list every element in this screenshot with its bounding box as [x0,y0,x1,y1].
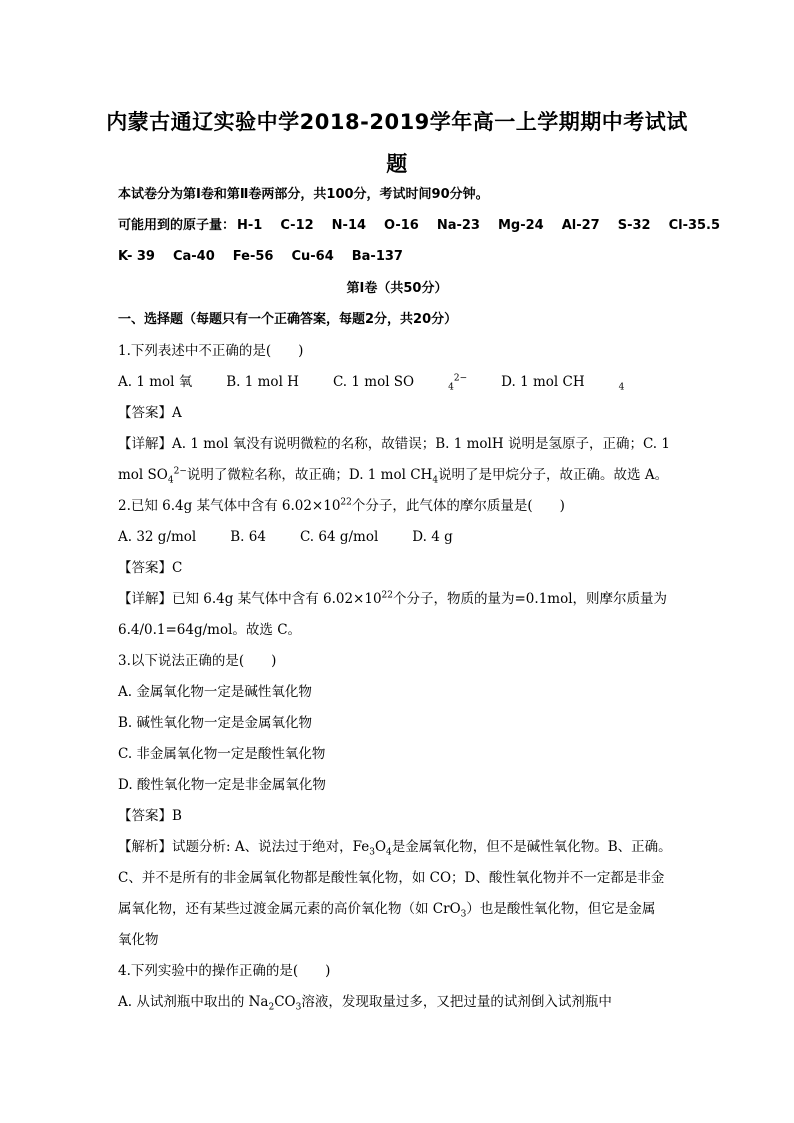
atom-c: C-12 [280,218,314,233]
q2-stem [118,497,565,515]
q2-stem-text-a: 2.已知 6.4g 某气体中含有 6.02×10 [118,498,341,514]
q1-option-d [501,374,625,393]
q1-detail-line2 [118,466,668,484]
q1-option-a: A. 1 mol 氧 [118,374,193,390]
q3-stem: 3.以下说法正确的是( ) [118,653,277,669]
document-title-line1: 内蒙古通辽实验中学2018-2019学年高一上学期期中考试试 [106,110,688,134]
q1-detail-sub2: 4 [432,475,439,486]
atom-mg: Mg-24 [497,218,544,233]
q3-analysis-text1b: O [374,839,387,855]
q2-options [118,528,487,546]
q3-analysis-line1 [118,838,672,856]
q3-analysis-line4: 氧化物 [118,932,159,948]
volume-title: 第Ⅰ卷（共50分） [346,281,448,296]
q1-detail-text2b: 说明了微粒名称，故正确；D. 1 mol CH [186,467,433,483]
atomic-masses-line1 [118,217,720,235]
q3-analysis-text1c: 是金属氧化物，但不是碱性氧化物。B、正确。 [391,839,672,855]
q2-option-b: B. 64 [230,529,266,545]
q1-detail-sub: 4 [167,475,174,486]
q1-options [118,373,658,391]
q2-option-a: A. 32 g/mol [118,529,197,545]
score-info: 本试卷分为第Ⅰ卷和第Ⅱ卷两部分，共100分，考试时间90分钟。 [118,187,489,202]
q2-answer: 【答案】C [118,560,183,576]
q1-detail-sup: 2− [173,466,187,477]
q1-detail-text1: A. 1 mol 氧没有说明微粒的名称，故错误；B. 1 molH 说明是氢原子，正确；C. 1 [172,436,670,452]
section-heading: 一、选择题（每题只有一个正确答案，每题2分，共20分） [118,312,458,327]
q2-detail-line2: 6.4/0.1=64g/mol。故选 C。 [118,622,302,638]
q4-option-a-post: 溶液，发现取量过多，又把过量的试剂倒入试剂瓶中 [301,994,612,1010]
atom-ba: Ba-137 [351,249,403,264]
atom-k: K- 39 [118,249,155,264]
atom-o: O-16 [384,218,419,233]
q2-detail-text1b: 个分子，物质的量为=0.1mol，则摩尔质量为 [393,591,668,607]
q1-option-d-text: D. 1 mol CH [501,374,585,390]
q1-detail-text2a: mol SO [118,467,168,483]
q4-option-a-sub1: 2 [268,1002,275,1013]
q3-analysis-text1a: 试题分析: A、说法过于绝对，Fe [172,839,370,855]
q3-analysis-line3 [118,900,655,918]
atom-cl: Cl-35.5 [668,218,721,233]
atom-cu: Cu-64 [291,249,334,264]
atom-al: Al-27 [561,218,600,233]
atom-s: S-32 [617,218,651,233]
atom-ca: Ca-40 [172,249,215,264]
q1-option-d-sub: 4 [618,382,625,393]
q3-option-c: C. 非金属氧化物一定是酸性氧化物 [118,746,326,762]
q1-detail-text2c: 说明了是甲烷分子，故正确。故选 A。 [438,467,669,483]
q2-option-d: D. 4 g [412,529,453,545]
atom-fe: Fe-56 [232,249,274,264]
q3-analysis-sub2: 4 [386,847,392,858]
atom-h: H-1 [237,218,263,233]
q3-option-a: A. 金属氧化物一定是碱性氧化物 [118,684,312,700]
q1-option-c [332,373,468,393]
atomic-masses-line2 [118,248,403,266]
q2-detail-text1a: 已知 6.4g 某气体中含有 6.02×10 [172,591,382,607]
q4-stem: 4.下列实验中的操作正确的是( ) [118,963,331,979]
q1-option-c-text: C. 1 mol SO [332,374,415,390]
q1-option-c-sup: 2− [453,373,468,384]
atoms-label: 可能用到的原子量： [118,218,236,233]
atom-na: Na-23 [436,218,480,233]
q1-option-c-sub: 4 [448,382,454,393]
q2-detail-line1 [118,590,667,608]
q1-detail-line1 [118,435,670,453]
atom-n: N-14 [331,218,367,233]
q3-analysis-text3b: ）也是酸性氧化物，但它是金属 [466,901,656,917]
q3-analysis-label: 【解析】 [118,839,172,855]
q2-stem-text-b: 个分子，此气体的摩尔质量是( ) [351,498,565,514]
q2-stem-sup: 22 [340,497,352,508]
q1-detail-label: 【详解】 [118,436,172,452]
q3-answer: 【答案】B [118,808,182,824]
q3-analysis-line2: C、并不是所有的非金属氧化物都是酸性氧化物，如 CO；D、酸性氧化物并不一定都是非金 [118,870,665,886]
q4-option-a-mid: CO [274,994,296,1010]
q3-analysis-text3a: 属氧化物，还有某些过渡金属元素的高价氧化物（如 CrO [118,901,461,917]
q3-analysis-sub1: 3 [369,847,375,858]
q2-detail-label: 【详解】 [118,591,172,607]
q1-answer: 【答案】A [118,405,182,421]
q1-option-b: B. 1 mol H [226,374,299,390]
q2-detail-sup: 22 [381,590,393,601]
document-title-line2: 题 [386,152,408,176]
q4-option-a-sub2: 3 [295,1002,302,1013]
q3-analysis-sub3: 3 [460,909,467,920]
q2-option-c: C. 64 g/mol [299,529,379,545]
q4-option-a-text: A. 从试剂瓶中取出的 Na [118,994,269,1010]
q1-stem: 1.下列表述中不正确的是( ) [118,343,304,359]
q3-option-b: B. 碱性氧化物一定是金属氧化物 [118,715,313,731]
q4-option-a [118,993,612,1011]
q3-option-d: D. 酸性氧化物一定是非金属氧化物 [118,777,326,793]
